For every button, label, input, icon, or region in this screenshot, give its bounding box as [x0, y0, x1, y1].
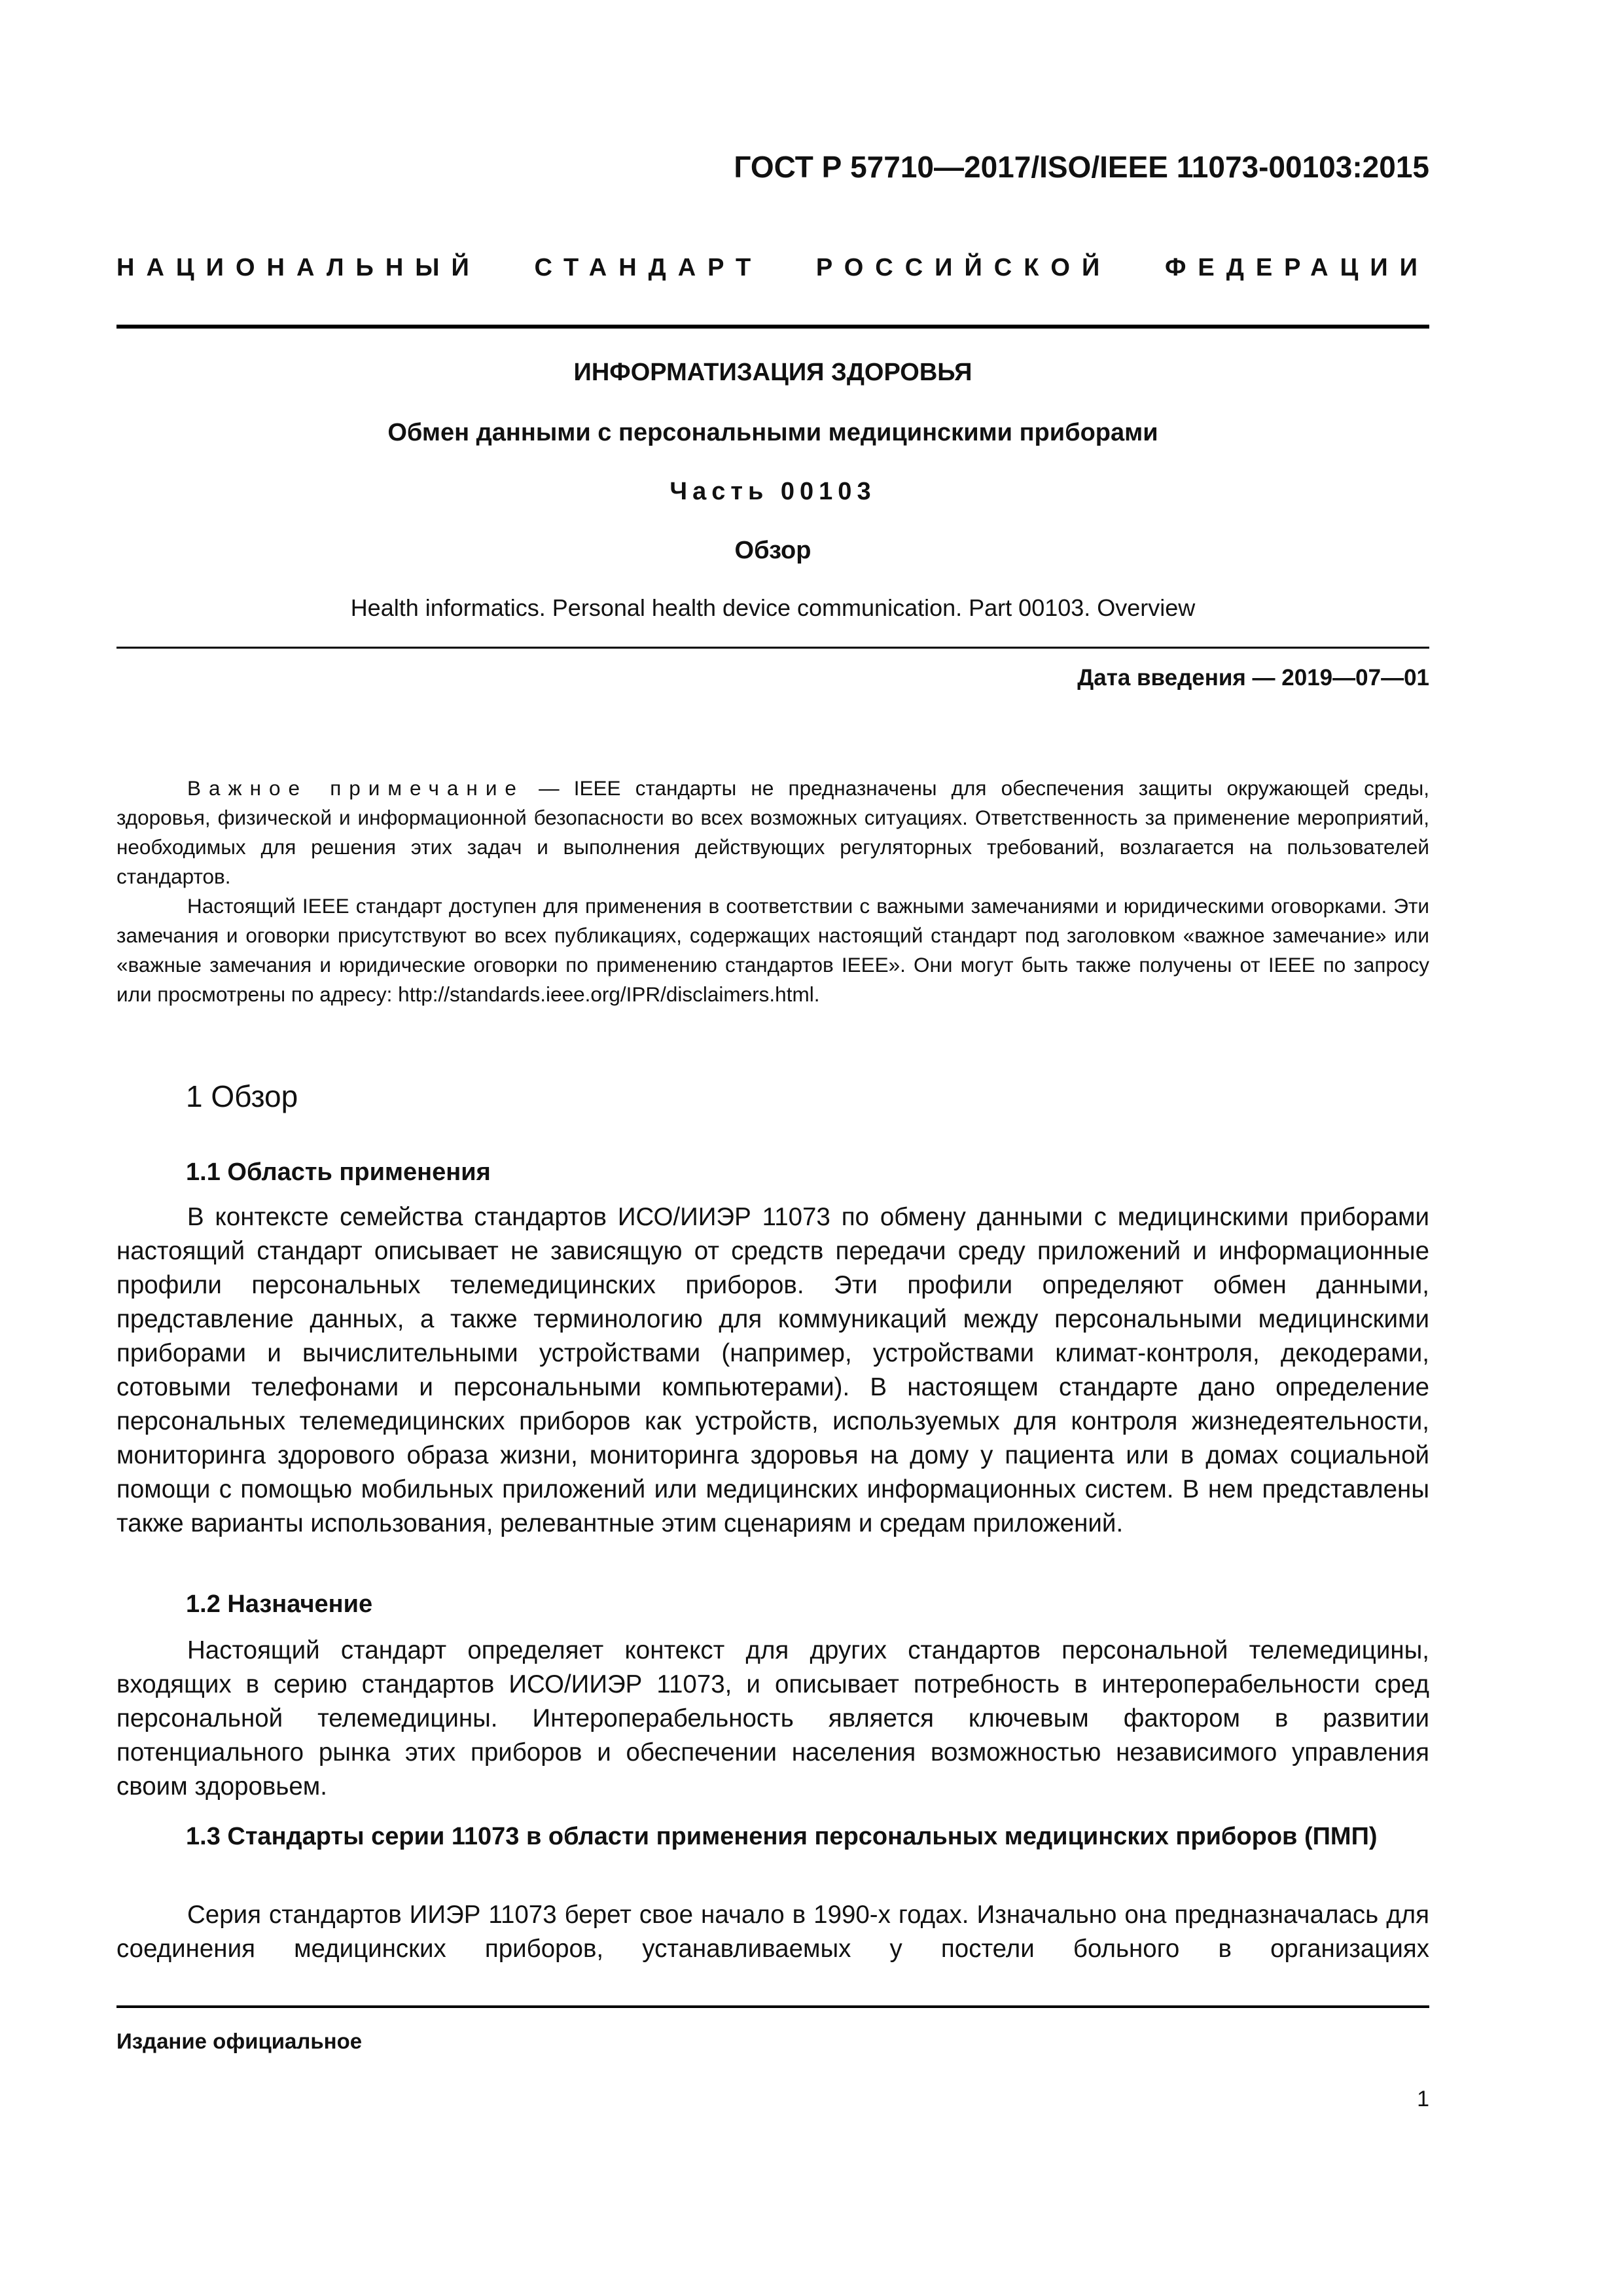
notice-text: — IEEE стандарты не предназначены для обеспечения защиты окружающей среды, здоровья, физической и информационной безопасности во всех возможных ситуациях. Ответственность за применение мероприятий, необходимых для решения этих задач и выполнения действующих регуляторных требований, возлагается на пользователей стандартов. [116, 776, 1429, 888]
doc-english-title: Health informatics. Personal health device communication. Part 00103. Overview [350, 594, 1196, 621]
footer-rule [116, 2005, 1429, 2008]
page-number: 1 [1417, 2087, 1429, 2111]
header-rule [116, 325, 1429, 329]
section-1-heading: 1 Обзор [186, 1079, 298, 1113]
edition-label: Издание официальное [116, 2029, 363, 2053]
doc-subtitle: Обмен данными с персональными медицинскими приборами [387, 419, 1158, 446]
section-1-2-text: Настоящий стандарт определяет контекст для других стандартов персональной телемедицины, входящих в серию стандартов ИСО/ИИЭР 11073, и описывает потребность в интероперабельности сред персональной телемедицины. Интероперабельность является ключевым фактором в развитии потенциального рынка этих приборов и обеспечении населения возможностью независимого управления своим здоровьем. [116, 1636, 1429, 1801]
gost-number: ГОСТ Р 57710—2017/ISO/IEEE 11073-00103:2015 [734, 150, 1429, 184]
notice-label: Важное примечание [187, 776, 524, 800]
doc-part: Часть 00103 [669, 478, 876, 505]
section-1-3-text: Серия стандартов ИИЭР 11073 берет свое начало в 1990-х годах. Изначально она предназначалась для соединения медицинских приборов, устанавливаемых у постели больного в организациях [116, 1901, 1429, 1963]
doc-overview: Обзор [734, 537, 812, 564]
section-1-1-text: В контексте семейства стандартов ИСО/ИИЭР 11073 по обмену данными с медицинскими приборами настоящий стандарт описывает не зависящую от средств передачи среду приложений и информационные профили персональных телемедицинских приборов. Эти профили определяют обмен данными, представление данных, а также терминологию для коммуникаций между персональными медицинскими приборами и вычислительными устройствами (например, устройствами климат-контроля, декодерами, сотовыми телефонами и персональными компьютерами). В настоящем стандарте дано определение персональных телемедицинских приборов как устройств, используемых для контроля жизнедеятельности, мониторинга здорового образа жизни, мониторинга здоровья на дому у пациента или в домах социальной помощи с помощью мобильных приложений или медицинских информационных систем. В нем представлены также варианты использования, релевантные этим сценариям и средам приложений. [116, 1203, 1429, 1537]
notice-paragraph-2: Настоящий IEEE стандарт доступен для применения в соответствии с важными замечаниями и юридическими оговорками. Эти замечания и оговорки присутствуют во всех публикациях, содержащих настоящий стандарт под заголовком «важное замечание» или «важные замечания и юридические оговорки по применению стандартов IEEE». Они могут быть также получены от IEEE по запросу или просмотрены по адресу: http://standards.ieee.org/IPR/disclaimers.html. [116, 894, 1429, 1006]
national-standard-banner: НАЦИОНАЛЬНЫЙ СТАНДАРТ РОССИЙСКОЙ ФЕДЕРАЦИИ [116, 254, 1429, 281]
section-1-1-heading: 1.1 Область применения [186, 1158, 491, 1186]
notice-block [116, 774, 1429, 1009]
section-1-2-heading: 1.2 Назначение [186, 1590, 373, 1618]
section-1-3-heading: 1.3 Стандарты серии 11073 в области применения персональных медицинских приборов (ПМП) [186, 1823, 1378, 1850]
doc-title: ИНФОРМАТИЗАЦИЯ ЗДОРОВЬЯ [573, 359, 972, 386]
intro-date: Дата введения — 2019—07—01 [1077, 665, 1429, 691]
notice-paragraph-1 [116, 774, 1429, 891]
title-rule [116, 647, 1429, 649]
